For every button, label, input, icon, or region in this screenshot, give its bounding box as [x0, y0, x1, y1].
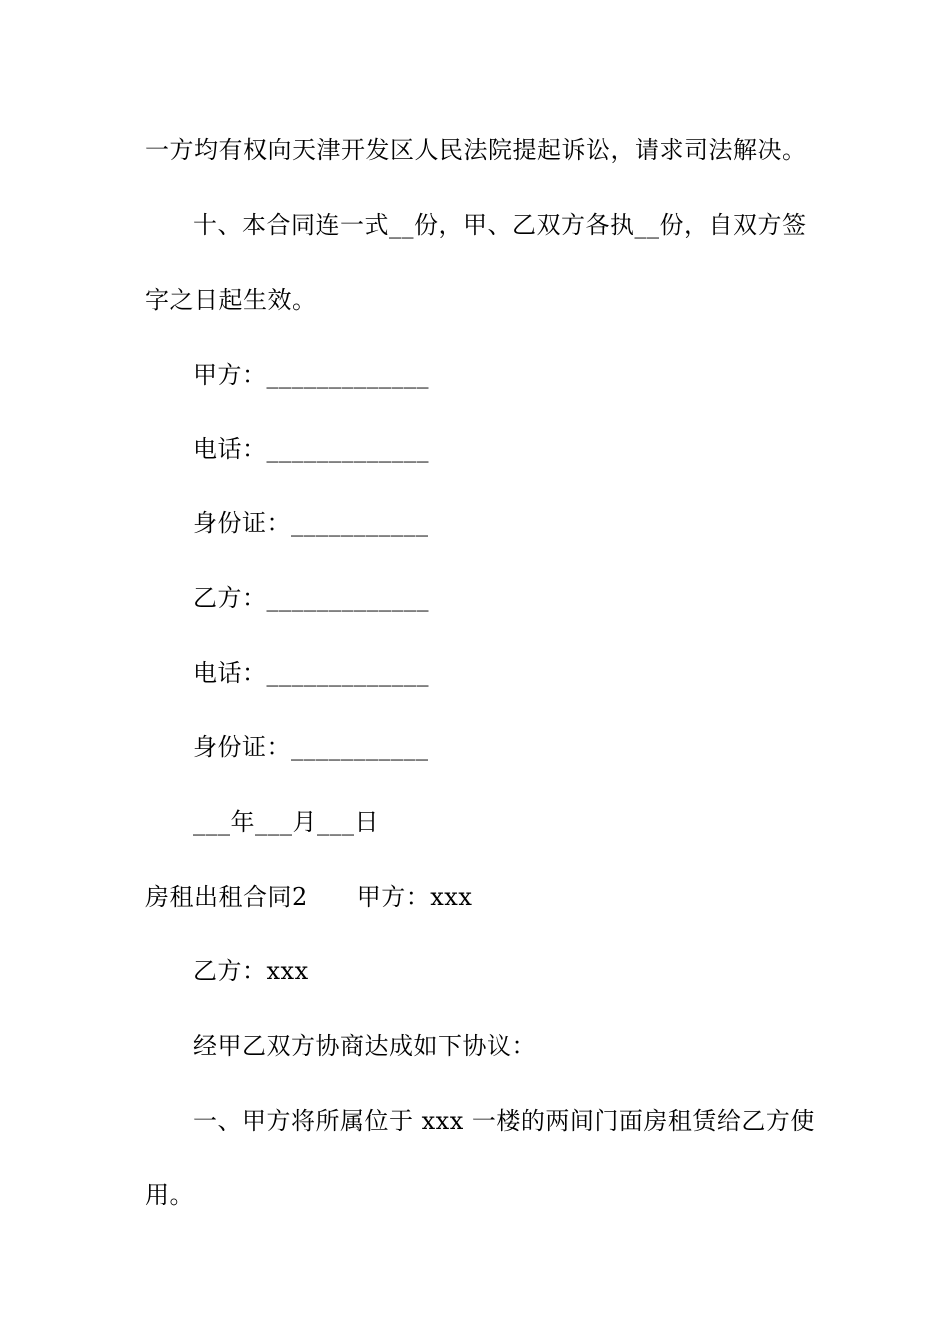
party-b-phone-line: 电话：_____________: [193, 659, 429, 687]
party-a-phone-line: 电话：_____________: [193, 435, 429, 463]
text-line-effective: 字之日起生效。: [145, 286, 317, 314]
party-b-id-line: 身份证：___________: [193, 733, 429, 761]
party-a-signature-line: 甲方：_____________: [193, 361, 429, 389]
party-a-id-line: 身份证：___________: [193, 509, 429, 537]
text-line-litigation: 一方均有权向天津开发区人民法院提起诉讼，请求司法解决。: [145, 136, 807, 164]
contract-two-title-line: 房租出租合同2 甲方：xxx: [145, 883, 473, 911]
clause-one-line: 一、甲方将所属位于 xxx 一楼的两间门面房租赁给乙方使: [193, 1107, 815, 1135]
agreement-intro-line: 经甲乙双方协商达成如下协议：: [193, 1032, 536, 1060]
date-line: ___年___月___日: [193, 808, 379, 836]
clause-one-continuation: 用。: [145, 1181, 194, 1209]
contract-two-party-b-line: 乙方：xxx: [193, 957, 309, 985]
party-b-signature-line: 乙方：_____________: [193, 584, 429, 612]
text-line-clause-ten: 十、本合同连一式__份，甲、乙双方各执__份，自双方签: [193, 211, 807, 239]
